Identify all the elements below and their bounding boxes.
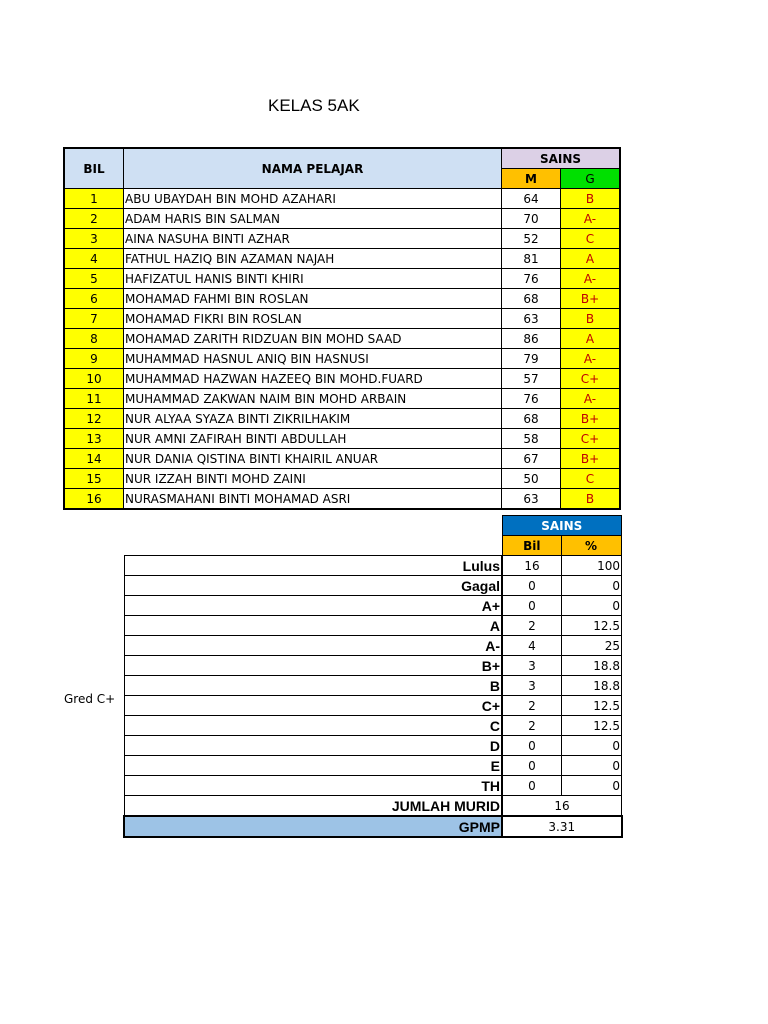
row-nama: NUR DANIA QISTINA BINTI KHAIRIL ANUAR [124,449,502,469]
blank-cell [124,516,502,536]
summary-label: A [124,616,502,636]
table-row [64,449,620,469]
summary-pct: 0 [562,736,622,756]
summary-bil: 0 [502,756,562,776]
summary-bil: 3 [502,656,562,676]
summary-label: A- [124,636,502,656]
row-nama: MUHAMMAD HAZWAN HAZEEQ BIN MOHD.FUARD [124,369,502,389]
row-nama: NUR ALYAA SYAZA BINTI ZIKRILHAKIM [124,409,502,429]
summary-label: E [124,756,502,776]
summary-header-sains: SAINS [502,516,622,536]
grade-note: Gred C+ [64,692,116,706]
summary-bil: 3 [502,676,562,696]
summary-header-pct: % [562,536,622,556]
row-grade: A- [561,209,621,229]
summary-bil: 2 [502,696,562,716]
row-bil: 6 [64,289,124,309]
row-mark: 58 [502,429,561,449]
row-nama: MUHAMMAD HASNUL ANIQ BIN HASNUSI [124,349,502,369]
summary-label: B [124,676,502,696]
row-nama: NURASMAHANI BINTI MOHAMAD ASRI [124,489,502,510]
summary-pct: 12.5 [562,616,622,636]
summary-bil: 0 [502,736,562,756]
row-nama: HAFIZATUL HANIS BINTI KHIRI [124,269,502,289]
summary-pct: 25 [562,636,622,656]
row-grade: B+ [561,289,621,309]
row-nama: MUHAMMAD ZAKWAN NAIM BIN MOHD ARBAIN [124,389,502,409]
header-m: M [502,169,561,189]
summary-bil: 4 [502,636,562,656]
table-row [64,209,620,229]
summary-bil: 2 [502,716,562,736]
row-grade: A- [561,349,621,369]
gpmp-label: GPMP [124,816,502,837]
row-grade: B [561,489,621,510]
students-table [63,147,621,510]
row-bil: 14 [64,449,124,469]
row-grade: B [561,189,621,209]
summary-row [124,696,622,716]
summary-pct: 18.8 [562,656,622,676]
row-nama: ABU UBAYDAH BIN MOHD AZAHARI [124,189,502,209]
row-grade: C+ [561,429,621,449]
row-bil: 12 [64,409,124,429]
row-bil: 10 [64,369,124,389]
blank-cell [124,536,502,556]
summary-label: A+ [124,596,502,616]
summary-row [124,776,622,796]
row-bil: 15 [64,469,124,489]
row-bil: 1 [64,189,124,209]
summary-pct: 0 [562,776,622,796]
summary-row [124,676,622,696]
table-row [64,289,620,309]
summary-row [124,576,622,596]
table-row [64,429,620,449]
row-grade: A [561,329,621,349]
row-nama: NUR AMNI ZAFIRAH BINTI ABDULLAH [124,429,502,449]
row-mark: 67 [502,449,561,469]
row-nama: ADAM HARIS BIN SALMAN [124,209,502,229]
row-grade: A- [561,389,621,409]
row-mark: 70 [502,209,561,229]
summary-bil: 2 [502,616,562,636]
header-bil: BIL [64,148,124,189]
summary-row [124,596,622,616]
row-nama: FATHUL HAZIQ BIN AZAMAN NAJAH [124,249,502,269]
row-bil: 2 [64,209,124,229]
row-mark: 68 [502,289,561,309]
jumlah-label: JUMLAH MURID [124,796,502,817]
row-mark: 68 [502,409,561,429]
summary-row [124,756,622,776]
table-row [64,229,620,249]
row-bil: 13 [64,429,124,449]
header-nama: NAMA PELAJAR [124,148,502,189]
table-row [64,409,620,429]
row-nama: MOHAMAD FIKRI BIN ROSLAN [124,309,502,329]
summary-table [123,515,623,838]
row-nama: MOHAMAD FAHMI BIN ROSLAN [124,289,502,309]
row-bil: 7 [64,309,124,329]
row-nama: NUR IZZAH BINTI MOHD ZAINI [124,469,502,489]
table-row [64,329,620,349]
summary-header-bil: Bil [502,536,562,556]
summary-pct: 12.5 [562,696,622,716]
summary-bil: 0 [502,776,562,796]
table-row [64,269,620,289]
summary-bil: 16 [502,556,562,576]
summary-bil: 0 [502,576,562,596]
row-bil: 4 [64,249,124,269]
summary-row [124,616,622,636]
row-mark: 63 [502,309,561,329]
row-grade: B+ [561,409,621,429]
row-nama: MOHAMAD ZARITH RIDZUAN BIN MOHD SAAD [124,329,502,349]
summary-pct: 12.5 [562,716,622,736]
row-mark: 57 [502,369,561,389]
row-bil: 8 [64,329,124,349]
summary-label: B+ [124,656,502,676]
table-row [64,309,620,329]
row-grade: A- [561,269,621,289]
row-mark: 52 [502,229,561,249]
summary-row [124,656,622,676]
row-bil: 3 [64,229,124,249]
page-title: KELAS 5AK [268,96,360,115]
row-mark: 76 [502,269,561,289]
summary-row [124,716,622,736]
table-row [64,489,620,510]
row-grade: C+ [561,369,621,389]
gpmp-value: 3.31 [502,816,622,837]
table-row [64,349,620,369]
table-row [64,389,620,409]
row-mark: 86 [502,329,561,349]
summary-row [124,636,622,656]
summary-pct: 0 [562,756,622,776]
header-g: G [561,169,621,189]
row-grade: A [561,249,621,269]
summary-bil: 0 [502,596,562,616]
summary-pct: 0 [562,576,622,596]
summary-row [124,736,622,756]
row-grade: C [561,229,621,249]
summary-label: D [124,736,502,756]
summary-pct: 0 [562,596,622,616]
summary-label: Lulus [124,556,502,576]
row-nama: AINA NASUHA BINTI AZHAR [124,229,502,249]
table-row [64,369,620,389]
row-mark: 63 [502,489,561,510]
row-bil: 9 [64,349,124,369]
summary-label: C [124,716,502,736]
row-grade: C [561,469,621,489]
summary-pct: 18.8 [562,676,622,696]
header-sains: SAINS [502,148,621,169]
row-mark: 64 [502,189,561,209]
summary-row [124,556,622,576]
row-mark: 50 [502,469,561,489]
row-mark: 76 [502,389,561,409]
summary-label: Gagal [124,576,502,596]
table-row [64,249,620,269]
row-mark: 79 [502,349,561,369]
row-grade: B [561,309,621,329]
row-bil: 11 [64,389,124,409]
row-mark: 81 [502,249,561,269]
summary-label: TH [124,776,502,796]
row-bil: 5 [64,269,124,289]
table-row [64,469,620,489]
table-row [64,189,620,209]
jumlah-value: 16 [502,796,622,817]
row-grade: B+ [561,449,621,469]
summary-pct: 100 [562,556,622,576]
summary-label: C+ [124,696,502,716]
row-bil: 16 [64,489,124,510]
